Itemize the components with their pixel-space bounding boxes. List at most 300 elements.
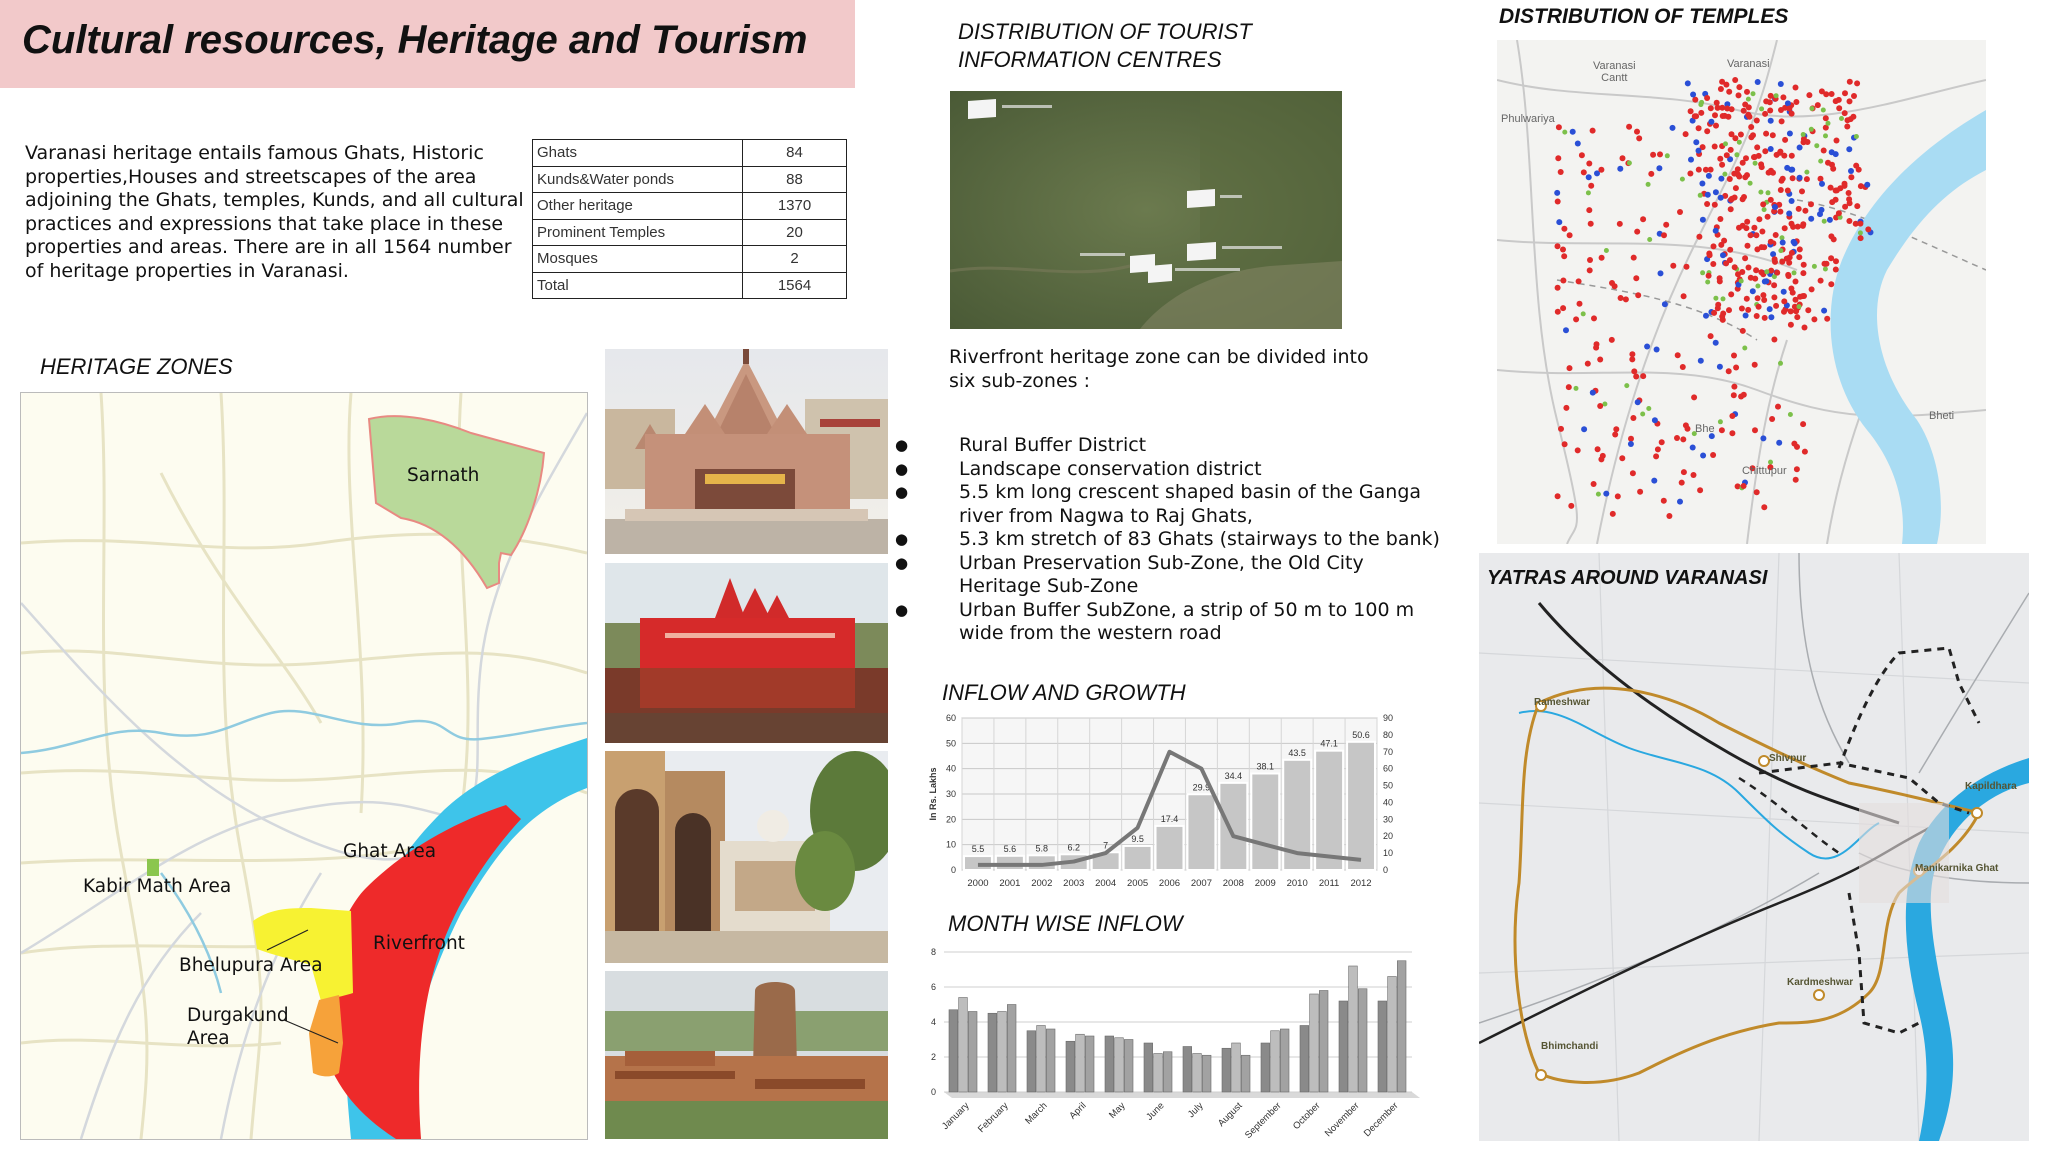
bar xyxy=(1397,961,1406,1092)
temple-dot xyxy=(1633,374,1639,380)
temple-dot xyxy=(1824,316,1830,322)
temple-dot xyxy=(1864,182,1870,188)
temple-dot xyxy=(1801,262,1807,268)
y2-tick-label: 10 xyxy=(1383,848,1394,859)
temple-dot xyxy=(1828,233,1834,239)
temple-dot xyxy=(1846,196,1852,202)
temple-dot xyxy=(1765,214,1771,220)
yatras-map xyxy=(1479,553,2029,1141)
temple-dot xyxy=(1726,307,1732,313)
temple-dot xyxy=(1848,174,1854,180)
table-row xyxy=(533,219,847,246)
temple-dot xyxy=(1745,307,1751,313)
subzones-intro: Riverfront heritage zone can be divided into six sub-zones : xyxy=(949,346,1369,392)
inflow-chart-svg xyxy=(922,708,1412,898)
yatra-label-bhimchandi: Bhimchandi xyxy=(1541,1041,1599,1052)
temple-dot xyxy=(1793,477,1799,483)
temple-dot xyxy=(1741,108,1747,114)
temple-dot xyxy=(1687,171,1693,177)
temple-dot xyxy=(1793,308,1799,314)
y-tick-label: 10 xyxy=(945,839,956,850)
temple-dot xyxy=(1680,364,1686,370)
temple-dot xyxy=(1741,194,1747,200)
temple-dot xyxy=(1710,452,1716,458)
temple-dot xyxy=(1717,364,1723,370)
temple-dot xyxy=(1759,164,1765,170)
temple-dot xyxy=(1568,503,1574,509)
data-label: 29.9 xyxy=(1192,782,1211,793)
temple-dot xyxy=(1661,498,1667,504)
bar xyxy=(1222,1048,1231,1092)
temple-dot xyxy=(1677,499,1683,505)
info-centre-flag-icon xyxy=(1148,264,1172,283)
table-cell-value: 2 xyxy=(743,246,847,273)
temple-dot xyxy=(1691,472,1697,478)
temple-dot xyxy=(1823,133,1828,138)
data-label: 17.4 xyxy=(1160,813,1179,824)
y-tick-label: 30 xyxy=(945,789,956,799)
temple-dot xyxy=(1768,146,1774,152)
temple-dot xyxy=(1612,432,1618,438)
temple-dot xyxy=(1758,269,1764,275)
temple-dot xyxy=(1791,441,1797,447)
temple-dot xyxy=(1603,491,1609,497)
temple-dot xyxy=(1865,226,1871,232)
temple-dot xyxy=(1772,256,1778,262)
temple-dot xyxy=(1555,243,1561,249)
temple-dot xyxy=(1824,261,1830,267)
temple-dot xyxy=(1670,263,1676,269)
bar xyxy=(1388,977,1397,1093)
bar xyxy=(1219,783,1247,870)
temple-dot xyxy=(1615,493,1621,499)
temple-dot xyxy=(1748,275,1754,281)
temple-dot xyxy=(1778,361,1783,366)
temple-dot xyxy=(1731,384,1737,390)
bar xyxy=(1202,1055,1211,1092)
table-cell-label: Mosques xyxy=(533,246,743,273)
temple-dot xyxy=(1588,183,1594,189)
temple-dot xyxy=(1780,94,1786,100)
temple-dot xyxy=(1781,309,1787,315)
temple-dot xyxy=(1666,513,1672,519)
temple-dot xyxy=(1768,460,1773,465)
bar xyxy=(1115,1038,1124,1092)
temple-dot xyxy=(1691,394,1697,400)
temple-dot xyxy=(1634,229,1640,235)
month-chart xyxy=(922,942,1422,1147)
x-tick-label: 2006 xyxy=(1158,878,1181,889)
x-tick-label: 2008 xyxy=(1222,878,1244,889)
temple-dot xyxy=(1819,181,1825,187)
temple-dot xyxy=(1819,207,1825,213)
temple-dot xyxy=(1634,129,1640,135)
temple-dot xyxy=(1781,298,1787,304)
temple-dot xyxy=(1763,98,1769,104)
temple-dot xyxy=(1773,303,1779,309)
temple-dot xyxy=(1629,356,1635,362)
temple-dot xyxy=(1629,351,1635,357)
temple-dot xyxy=(1623,296,1629,302)
temple-dot xyxy=(1635,292,1641,298)
temple-dot xyxy=(1754,489,1760,495)
temple-dot xyxy=(1744,219,1750,225)
x-tick-label: October xyxy=(1290,1100,1323,1133)
temple-dot xyxy=(1591,481,1597,487)
temple-dot xyxy=(1732,77,1738,83)
temple-dot xyxy=(1555,493,1561,499)
temple-dot xyxy=(1785,272,1791,278)
temple-dot xyxy=(1775,404,1781,410)
temple-dot xyxy=(1674,435,1680,441)
temple-dot xyxy=(1574,386,1579,391)
temple-dot xyxy=(1777,149,1783,155)
temple-dot xyxy=(1815,102,1821,108)
temple-photo-1 xyxy=(605,349,888,554)
temple-dot xyxy=(1630,415,1636,421)
bar xyxy=(1187,794,1215,870)
temple-dot xyxy=(1681,293,1687,299)
temple-dot xyxy=(1802,449,1808,455)
temple-dot xyxy=(1735,166,1741,172)
temple-dot xyxy=(1704,128,1710,134)
temple-dot xyxy=(1736,92,1742,98)
temple-dot xyxy=(1829,91,1835,97)
info-centre-flag-icon xyxy=(1187,189,1215,208)
temple-dot xyxy=(1713,189,1719,195)
temple-dot xyxy=(1754,313,1760,319)
data-label: 34.4 xyxy=(1224,770,1243,781)
temple-dot xyxy=(1771,337,1777,343)
table-cell-label: Ghats xyxy=(533,140,743,167)
y-tick-label: 0 xyxy=(930,1087,936,1097)
y-tick-label: 20 xyxy=(945,814,956,825)
y-tick-label: 0 xyxy=(950,865,956,875)
temple-dot xyxy=(1587,267,1593,273)
temple-dot xyxy=(1788,167,1794,173)
temple-dot xyxy=(1665,153,1670,158)
temple-dot xyxy=(1630,470,1636,476)
bar xyxy=(996,856,1024,870)
y-tick-label: 8 xyxy=(930,947,936,957)
temple-dot xyxy=(1558,169,1564,175)
x-tick-label: 2001 xyxy=(999,878,1021,889)
temple-dot xyxy=(1700,453,1706,459)
temple-dot xyxy=(1597,357,1603,363)
data-label: 5.5 xyxy=(971,844,985,855)
temple-dot xyxy=(1785,100,1791,106)
temple-dot xyxy=(1720,252,1726,258)
temple-dot xyxy=(1712,144,1718,150)
list-item: ● 5.5 km long crescent shaped basin of the Ganga river from Nagwa to Raj Ghats, xyxy=(948,481,1448,528)
temple-dot xyxy=(1637,489,1643,495)
temple-dot xyxy=(1692,97,1698,103)
temple-dot xyxy=(1597,403,1603,409)
temple-dot xyxy=(1823,115,1829,121)
y-tick-label: 2 xyxy=(930,1052,936,1062)
y2-tick-label: 50 xyxy=(1383,780,1394,791)
temple-dot xyxy=(1556,124,1562,130)
map-label-phulwariya: Phulwariya xyxy=(1501,113,1555,125)
temple-dot xyxy=(1706,273,1712,279)
temple-dot xyxy=(1789,198,1795,204)
temple-dot xyxy=(1771,294,1777,300)
temple-dot xyxy=(1619,455,1625,461)
tourist-centres-map xyxy=(950,91,1342,329)
temple-dot xyxy=(1728,291,1734,297)
list-item: ● Rural Buffer District xyxy=(948,434,1448,458)
temple-dot xyxy=(1555,155,1561,161)
yatra-stop-icon xyxy=(1972,808,1982,818)
temple-dot xyxy=(1828,255,1834,261)
temple-dot xyxy=(1699,100,1704,105)
temple-dot xyxy=(1752,427,1758,433)
bar xyxy=(1144,1043,1153,1092)
inflow-chart xyxy=(922,708,1412,898)
temple-dot xyxy=(1786,106,1792,112)
table-cell-value: 1370 xyxy=(743,193,847,220)
temple-dot xyxy=(1586,174,1592,180)
page-title: Cultural resources, Heritage and Tourism xyxy=(22,18,808,62)
temple-dot xyxy=(1670,125,1676,131)
temple-dot xyxy=(1856,167,1862,173)
temple-dot xyxy=(1778,187,1784,193)
temple-dot xyxy=(1708,105,1714,111)
temple-dot xyxy=(1724,152,1730,158)
temple-dot xyxy=(1646,406,1651,411)
x-tick-label: June xyxy=(1144,1100,1167,1123)
bar xyxy=(959,998,968,1093)
temple-dot xyxy=(1598,456,1604,462)
temple-dot xyxy=(1680,436,1686,442)
temple-dot xyxy=(1751,91,1756,96)
temple-dot xyxy=(1652,417,1658,423)
temple-dot xyxy=(1561,226,1567,232)
temple-dot xyxy=(1812,264,1817,269)
temple-dot xyxy=(1712,202,1718,208)
temple-dot xyxy=(1563,405,1569,411)
temple-dot xyxy=(1748,124,1754,130)
temple-dot xyxy=(1728,197,1734,203)
heritage-zones-map xyxy=(20,392,588,1140)
temple-dot xyxy=(1581,169,1587,175)
bar xyxy=(1154,1054,1163,1093)
temple-dot xyxy=(1698,358,1704,364)
temple-dot xyxy=(1741,483,1747,489)
temple-dot xyxy=(1718,419,1723,424)
info-centre-flag-icon xyxy=(968,99,996,119)
table-row xyxy=(533,246,847,273)
temple-dot xyxy=(1796,254,1802,260)
tourist-centres-heading-line2: INFORMATION CENTRES xyxy=(958,47,1222,72)
bar xyxy=(1046,1029,1055,1092)
map-label-chittupur: Chittupur xyxy=(1742,465,1787,477)
temple-dot xyxy=(1723,82,1729,88)
data-label: 7 xyxy=(1103,840,1109,851)
temple-dot xyxy=(1718,176,1724,182)
temple-dot xyxy=(1748,232,1754,238)
temple-dot xyxy=(1776,440,1782,446)
temple-dot xyxy=(1661,232,1667,238)
temple-dot xyxy=(1628,441,1634,447)
temple-dot xyxy=(1736,84,1742,90)
temple-dot xyxy=(1766,190,1771,195)
temple-dot xyxy=(1828,185,1834,191)
temple-dot xyxy=(1753,232,1759,238)
x-tick-label: November xyxy=(1322,1100,1362,1140)
temple-dot xyxy=(1713,340,1719,346)
temple-dot xyxy=(1735,271,1741,277)
bar xyxy=(1349,966,1358,1092)
table-cell-label: Other heritage xyxy=(533,193,743,220)
temple-dot xyxy=(1576,278,1582,284)
temple-dot xyxy=(1711,310,1717,316)
temple-dot xyxy=(1663,222,1669,228)
temple-dot xyxy=(1662,301,1668,307)
temple-dot xyxy=(1760,201,1766,207)
temple-dot xyxy=(1729,430,1735,436)
temple-dot xyxy=(1718,195,1724,201)
y-tick-label: 50 xyxy=(945,738,956,749)
temple-dot xyxy=(1842,181,1848,187)
heritage-properties-table xyxy=(532,139,847,299)
temple-dot xyxy=(1624,383,1629,388)
x-tick-label: 2003 xyxy=(1063,878,1085,889)
temple-dot xyxy=(1620,155,1626,161)
yatra-stop-icon xyxy=(1536,1070,1546,1080)
temple-dot xyxy=(1685,80,1691,86)
temple-dot xyxy=(1770,251,1776,257)
temple-dot xyxy=(1847,98,1853,104)
temple-dot xyxy=(1563,327,1569,333)
temple-dot xyxy=(1800,270,1806,276)
data-label: 5.8 xyxy=(1035,843,1049,854)
temple-dot xyxy=(1586,207,1592,213)
temple-dot xyxy=(1809,127,1814,132)
temple-dot xyxy=(1685,426,1691,432)
temple-dot xyxy=(1833,98,1839,104)
temple-dot xyxy=(1788,286,1794,292)
temple-dot xyxy=(1830,166,1836,172)
temple-dot xyxy=(1848,168,1854,174)
table-cell-value: 20 xyxy=(743,219,847,246)
bar xyxy=(1066,1041,1075,1092)
temple-dot xyxy=(1705,192,1711,198)
temple-dot xyxy=(1693,113,1699,119)
temple-dot xyxy=(1789,153,1795,159)
x-tick-label: August xyxy=(1215,1100,1245,1130)
temple-dot xyxy=(1794,314,1800,320)
temple-dot xyxy=(1748,181,1753,186)
temple-dot xyxy=(1713,228,1719,234)
temple-dot xyxy=(1593,345,1599,351)
temple-dot xyxy=(1842,90,1848,96)
temple-dot xyxy=(1715,302,1721,308)
list-item: ● Urban Buffer SubZone, a strip of 50 m to 100 m wide from the western road xyxy=(948,599,1448,646)
bar xyxy=(988,1013,997,1092)
temple-dot xyxy=(1756,304,1762,310)
temple-dot xyxy=(1707,252,1713,258)
bar xyxy=(1037,1026,1046,1093)
temple-dot xyxy=(1761,297,1767,303)
temple-dot xyxy=(1586,161,1592,167)
y-tick-label: 6 xyxy=(930,982,936,992)
yatra-stop-icon xyxy=(1814,990,1824,1000)
temple-dot xyxy=(1690,92,1696,98)
temple-dot xyxy=(1836,210,1842,216)
temple-dot xyxy=(1761,504,1767,510)
temple-dot xyxy=(1591,315,1597,321)
temple-dot xyxy=(1683,131,1689,137)
temple-dot xyxy=(1577,301,1583,307)
temple-dot xyxy=(1560,305,1566,311)
tourist-centres-heading-line1: DISTRIBUTION OF TOURIST xyxy=(958,19,1252,44)
temple-dot xyxy=(1821,108,1826,113)
temple-dot xyxy=(1808,216,1814,222)
temple-dot xyxy=(1753,161,1758,166)
temple-dot xyxy=(1826,121,1831,126)
temple-dot xyxy=(1804,176,1810,182)
x-tick-label: July xyxy=(1185,1100,1206,1121)
temple-dot xyxy=(1721,296,1726,301)
temple-dot xyxy=(1797,246,1803,252)
temple-dot xyxy=(1579,152,1585,158)
info-centre-flag-icon xyxy=(1187,242,1216,261)
temple-dot xyxy=(1599,255,1605,261)
bar xyxy=(1251,773,1279,870)
list-item: ● Urban Preservation Sub-Zone, the Old City Heritage Sub-Zone xyxy=(948,552,1448,599)
bar xyxy=(1124,1040,1133,1093)
temple-dot xyxy=(1739,279,1744,284)
temple-dot xyxy=(1612,283,1618,289)
temple-dot xyxy=(1696,234,1702,240)
bar xyxy=(1027,1031,1036,1092)
temple-dot xyxy=(1633,275,1639,281)
map-label-bheti: Bheti xyxy=(1929,410,1955,422)
x-tick-label: 2012 xyxy=(1350,878,1372,889)
temple-dot xyxy=(1846,190,1852,196)
y2-tick-label: 40 xyxy=(1383,797,1394,808)
temple-dot xyxy=(1713,296,1718,301)
temple-dot xyxy=(1651,478,1657,484)
temple-dot xyxy=(1714,100,1720,106)
table-row xyxy=(533,272,847,299)
temple-dot xyxy=(1738,394,1744,400)
temple-dot xyxy=(1722,172,1727,177)
yatra-label-rameshwar: Rameshwar xyxy=(1534,697,1591,708)
heritage-photo-3 xyxy=(605,751,888,963)
temple-dot xyxy=(1767,108,1773,114)
x-tick-label: September xyxy=(1242,1100,1284,1141)
temple-dot xyxy=(1787,131,1793,137)
y2-tick-label: 20 xyxy=(1383,831,1394,842)
x-tick-label: January xyxy=(939,1100,972,1133)
temple-dot xyxy=(1829,199,1835,205)
temple-dot xyxy=(1788,308,1794,314)
temple-dot xyxy=(1743,313,1749,319)
temple-dot xyxy=(1554,190,1560,196)
temple-dot xyxy=(1823,267,1828,272)
temple-dot xyxy=(1797,175,1803,181)
temple-dot xyxy=(1631,368,1637,374)
temple-dot xyxy=(1656,165,1662,171)
temple-dot xyxy=(1833,267,1839,273)
table-cell-value: 84 xyxy=(743,140,847,167)
temple-dot xyxy=(1595,446,1601,452)
temple-dot xyxy=(1631,255,1637,261)
temple-dot xyxy=(1646,182,1651,187)
temple-dot xyxy=(1793,99,1799,105)
